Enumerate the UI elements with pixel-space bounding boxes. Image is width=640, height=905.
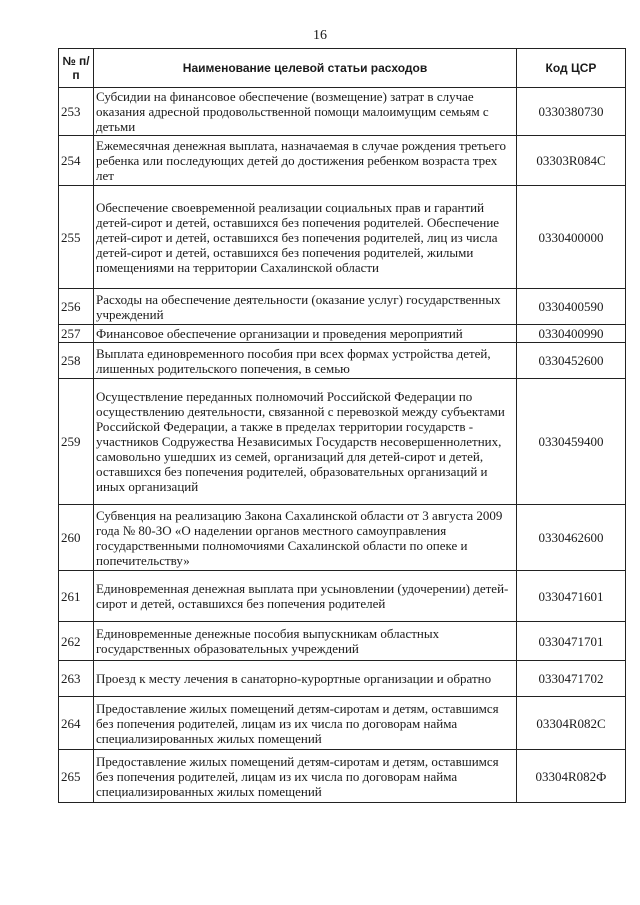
row-code: 0330400590 [517,289,626,325]
budget-table [58,48,626,803]
row-code: 0330459400 [517,379,626,505]
table-row [59,88,626,136]
row-code: 0330452600 [517,343,626,379]
table-header-row [59,49,626,88]
row-code: 0330400000 [517,186,626,289]
header-code: Код ЦСР [517,49,626,88]
row-code: 0330380730 [517,88,626,136]
table-row [59,697,626,750]
row-name: Предоставление жилых помещений детям-сиротам и детям, оставшимся без попечения родителей, лицам из их числа по договорам найма специализированных жилых помещений [94,697,517,750]
row-num: 262 [59,622,94,661]
row-num: 265 [59,750,94,803]
row-num: 261 [59,571,94,622]
row-num: 260 [59,505,94,571]
table-row [59,571,626,622]
table-row [59,325,626,343]
row-num: 253 [59,88,94,136]
table-row [59,343,626,379]
table-row [59,661,626,697]
row-name: Субсидии на финансовое обеспечение (возмещение) затрат в случае оказания адресной продовольственной помощи малоимущим семьям с детьми [94,88,517,136]
table-row [59,505,626,571]
row-name: Обеспечение своевременной реализации социальных прав и гарантий детей-сирот и детей, оставшихся без попечения родителей. Обеспечение детей-сирот и детей, оставшихся без попечения родителей, лиц из числа детей-сирот и детей, оставшихся без попечения родителей, жилыми помещениями на территории Сахалинской области [94,186,517,289]
row-name: Единовременные денежные пособия выпускникам областных государственных образовательных учреждений [94,622,517,661]
table-row [59,379,626,505]
row-num: 259 [59,379,94,505]
row-code: 03304R082Ф [517,750,626,803]
table-row [59,289,626,325]
table-row [59,186,626,289]
row-code: 0330471701 [517,622,626,661]
row-num: 263 [59,661,94,697]
table-row [59,622,626,661]
row-name: Финансовое обеспечение организации и проведения мероприятий [94,325,517,343]
row-name: Единовременная денежная выплата при усыновлении (удочерении) детей-сирот и детей, оставшихся без попечения родителей [94,571,517,622]
row-name: Выплата единовременного пособия при всех формах устройства детей, лишенных родительского попечения, в семью [94,343,517,379]
row-code: 0330462600 [517,505,626,571]
row-code: 03304R082C [517,697,626,750]
row-code: 03303R084C [517,136,626,186]
header-num: № п/п [59,49,94,88]
page-number: 16 [313,28,327,43]
row-num: 254 [59,136,94,186]
row-num: 257 [59,325,94,343]
table-row [59,136,626,186]
row-code: 0330471702 [517,661,626,697]
row-name: Осуществление переданных полномочий Российской Федерации по осуществлению деятельности, связанной с перевозкой между субъектами Российской Федерации, а также в пределах территории государств - участников Содружества Независимых Государств несовершеннолетних, самовольно ушедших из семей, организаций для детей-сирот и детей, оставшихся без попечения родителей, образовательных организаций и иных организаций [94,379,517,505]
row-name: Предоставление жилых помещений детям-сиротам и детям, оставшимся без попечения родителей, лицам из их числа по договорам найма специализированных жилых помещений [94,750,517,803]
row-name: Проезд к месту лечения в санаторно-курортные организации и обратно [94,661,517,697]
row-num: 258 [59,343,94,379]
row-num: 256 [59,289,94,325]
row-code: 0330471601 [517,571,626,622]
header-name: Наименование целевой статьи расходов [94,49,517,88]
row-name: Расходы на обеспечение деятельности (оказание услуг) государственных учреждений [94,289,517,325]
row-name: Ежемесячная денежная выплата, назначаемая в случае рождения третьего ребенка или последующих детей до достижения ребенком возраста трех лет [94,136,517,186]
row-num: 255 [59,186,94,289]
row-name: Субвенция на реализацию Закона Сахалинской области от 3 августа 2009 года № 80-ЗО «О наделении органов местного самоуправления государственными полномочиями Сахалинской области по опеке и попечительству» [94,505,517,571]
row-code: 0330400990 [517,325,626,343]
table-row [59,750,626,803]
row-num: 264 [59,697,94,750]
